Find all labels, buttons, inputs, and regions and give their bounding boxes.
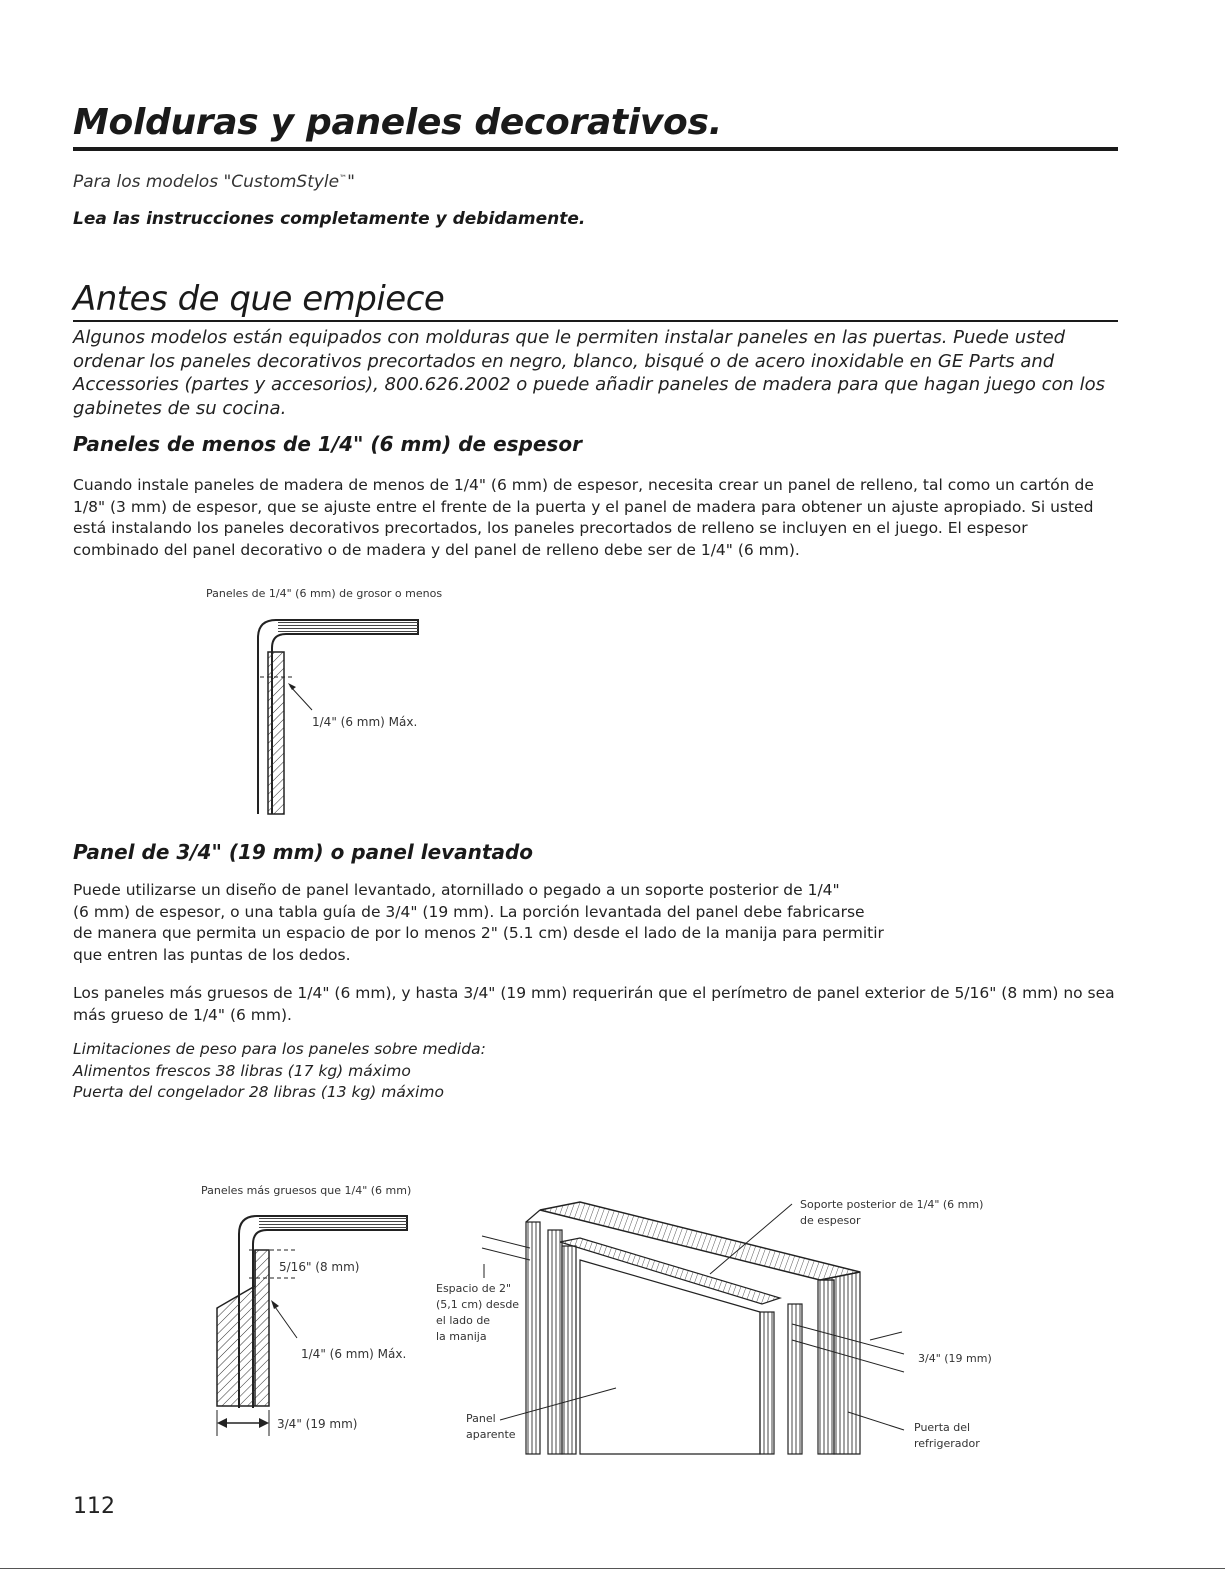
door-panel-diagram <box>430 1190 1040 1460</box>
page-title: Molduras y paneles decorativos. <box>73 102 722 143</box>
support-label-2: de espesor <box>800 1214 861 1227</box>
dim-1-4-label: 1/4" (6 mm) Máx. <box>301 1347 407 1361</box>
page-number: 112 <box>73 1494 115 1519</box>
section-rule <box>73 320 1118 322</box>
raised-panel-body2: Los paneles más gruesos de 1/4" (6 mm), y hasta 3/4" (19 mm) requerirán que el perímetro de panel exterior de 5/16" (8 mm) no sea más grueso de 1/4" (6 mm). <box>73 984 1115 1024</box>
thick-figure-caption: Paneles más gruesos que 1/4" (6 mm) <box>201 1184 412 1197</box>
gap-label-3: el lado de <box>436 1314 491 1327</box>
gap-label-4: la manija <box>436 1330 487 1343</box>
section-heading: Antes de que empiece <box>73 279 445 319</box>
raised-panel-heading: Panel de 3/4" (19 mm) o panel levantado <box>73 840 534 864</box>
gap-label-2: (5,1 cm) desde <box>436 1298 520 1311</box>
bottom-rule <box>0 1568 1225 1569</box>
title-rule <box>73 147 1118 151</box>
dim-3-4-label: 3/4" (19 mm) <box>277 1417 358 1431</box>
panel-label-1: Panel <box>466 1412 496 1425</box>
panel-label-2: aparente <box>466 1428 516 1441</box>
support-label-1: Soporte posterior de 1/4" (6 mm) <box>800 1198 984 1211</box>
door-label-2: refrigerador <box>914 1437 980 1450</box>
subtitle: Para los modelos "CustomStyle™" <box>73 172 355 192</box>
figure-caption: Paneles de 1/4" (6 mm) de grosor o menos <box>206 587 443 600</box>
dim-5-16-label: 5/16" (8 mm) <box>279 1260 360 1274</box>
raised-panel-body1: Puede utilizarse un diseño de panel levantado, atornillado o pegado a un soporte posterior de 1/4" (6 mm) de espesor, o una tabla guía de 3/4" (19 mm). La porción levantada del panel debe fabricarse de manera que permita un espacio de por lo menos 2" (5.1 cm) desde el lado de la manija para permitir que entren las puntas de los dedos. <box>73 881 884 964</box>
gap-label-1: Espacio de 2" <box>436 1282 512 1295</box>
thin-panel-diagram <box>200 582 500 822</box>
instruction-note: Lea las instrucciones completamente y debidamente. <box>73 209 586 229</box>
weight-limits: Limitaciones de peso para los paneles sobre medida: Alimentos frescos 38 libras (17 kg) máximo Puerta del congelador 28 libras (13 kg) máximo <box>73 1040 486 1101</box>
thin-panels-body: Cuando instale paneles de madera de menos de 1/4" (6 mm) de espesor, necesita crear un panel de relleno, tal como un cartón de 1/8" (3 mm) de espesor, que se ajuste entre el frente de la puerta y el panel de madera para obtener un ajuste apropiado. Si usted está instalando los paneles decorativos precortados, los paneles precortados de relleno se incluyen en el juego. El espesor combinado del panel decorativo o de madera y del panel de relleno debe ser de 1/4" (6 mm). <box>73 476 1094 559</box>
door-label-1: Puerta del <box>914 1421 971 1434</box>
thin-panels-heading: Paneles de menos de 1/4" (6 mm) de espesor <box>73 432 582 456</box>
section-intro: Algunos modelos están equipados con molduras que le permiten instalar paneles en las puertas. Puede usted ordenar los paneles decorativos precortados en negro, blanco, bisqué o de acero inoxidable en GE Parts and Accessories (partes y accesorios), 800.626.2002 o puede añadir paneles de madera para que hagan juego con los gabinetes de su cocina. <box>73 327 1106 419</box>
thin-dim-label: 1/4" (6 mm) Máx. <box>312 715 418 729</box>
door-dim-label: 3/4" (19 mm) <box>918 1352 992 1365</box>
